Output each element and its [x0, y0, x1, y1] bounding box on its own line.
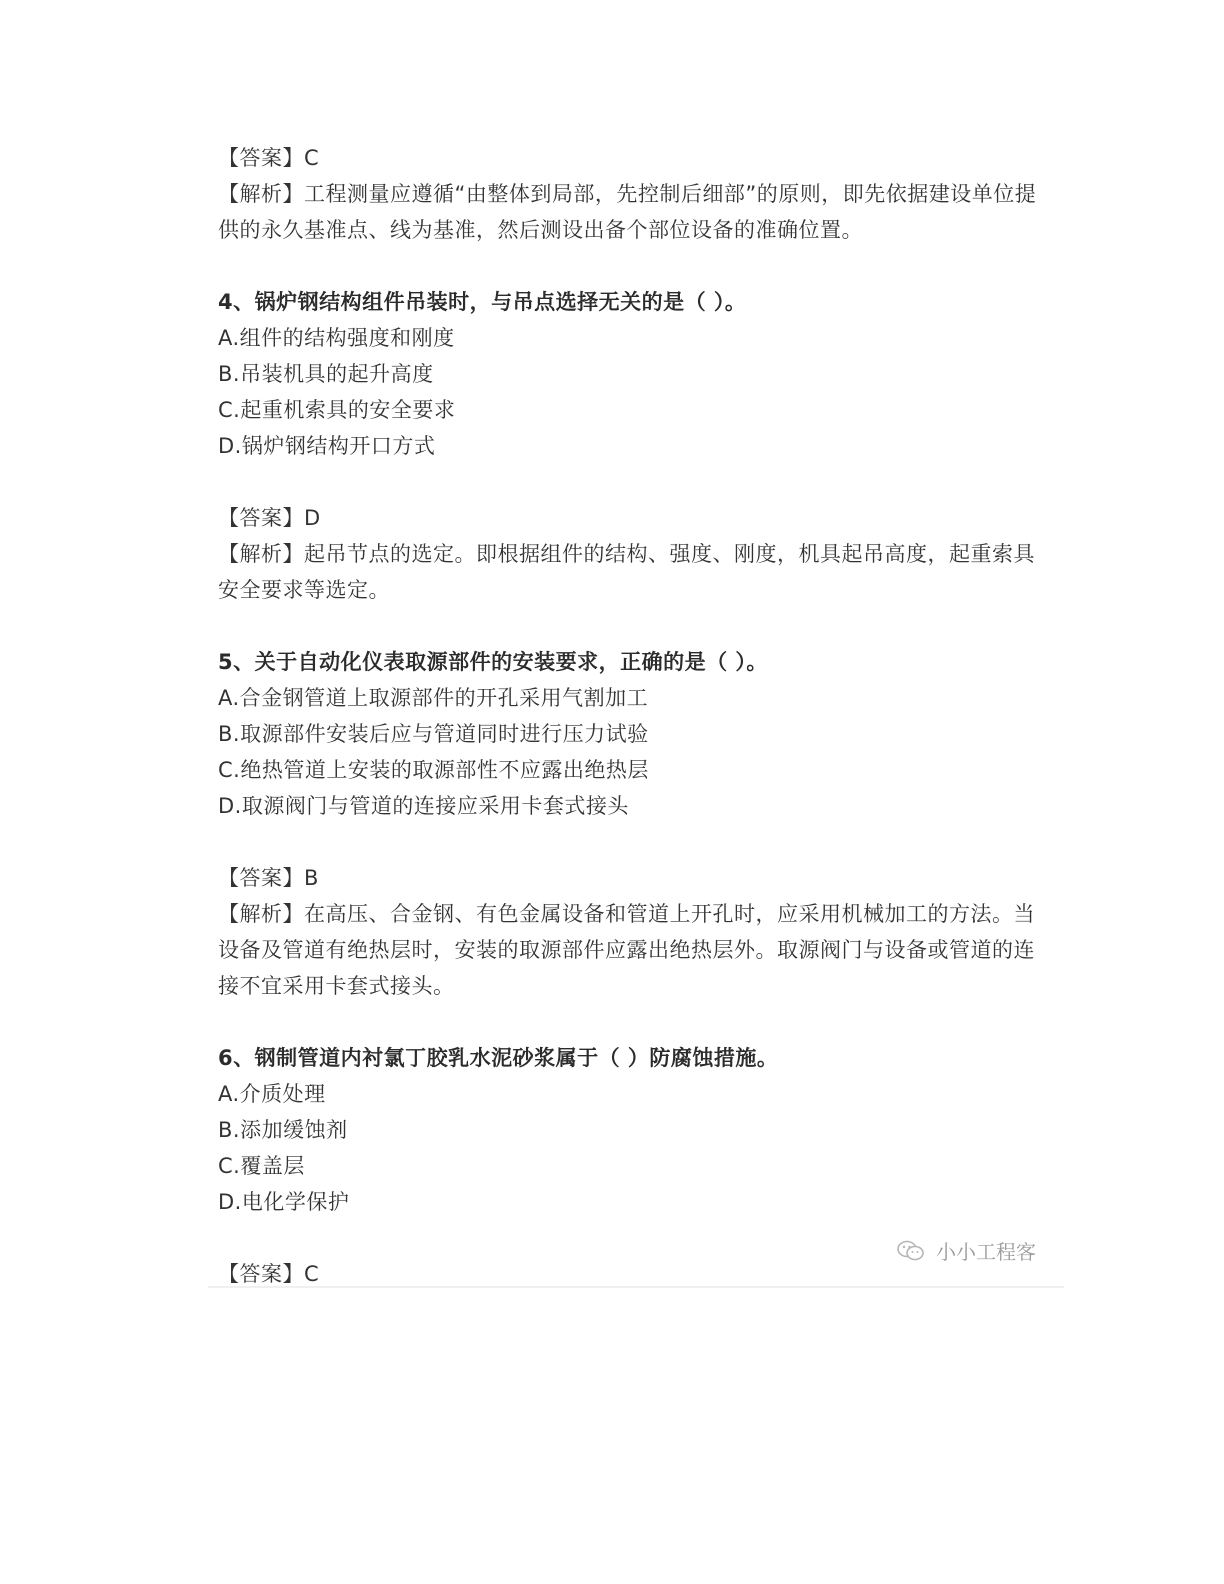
answer-line: 【答案】C [218, 1262, 320, 1286]
question-5: 5、关于自动化仪表取源部件的安装要求，正确的是（ ）。 [218, 650, 768, 674]
option-d: D.取源阀门与管道的连接应采用卡套式接头 [218, 794, 629, 818]
watermark [896, 1236, 1036, 1265]
question-6: 6、钢制管道内衬氯丁胶乳水泥砂浆属于（ ）防腐蚀措施。 [218, 1046, 779, 1070]
question-4: 4、锅炉钢结构组件吊装时，与吊点选择无关的是（ ）。 [218, 290, 747, 314]
option-d: D.锅炉钢结构开口方式 [218, 434, 436, 458]
analysis-text: 【解析】起吊节点的选定。即根据组件的结构、强度、刚度，机具起吊高度，起重索具安全要求等选定。 [218, 542, 1035, 602]
option-d: D.电化学保护 [218, 1190, 350, 1214]
option-b: B.添加缓蚀剂 [218, 1118, 348, 1142]
document-body [218, 140, 1062, 1292]
option-b: B.吊装机具的起升高度 [218, 362, 434, 386]
analysis-text: 【解析】在高压、合金钢、有色金属设备和管道上开孔时，应采用机械加工的方法。当设备及管道有绝热层时，安装的取源部件应露出绝热层外。取源阀门与设备或管道的连接不宜采用卡套式接头。 [218, 902, 1035, 998]
answer-line: 【答案】C [218, 146, 320, 170]
option-c: C.覆盖层 [218, 1154, 305, 1178]
divider [208, 1286, 1064, 1288]
option-a: A.介质处理 [218, 1082, 326, 1106]
watermark-text: 小小工程客 [936, 1240, 1036, 1264]
option-b: B.取源部件安装后应与管道同时进行压力试验 [218, 722, 649, 746]
option-a: A.合金钢管道上取源部件的开孔采用气割加工 [218, 686, 649, 710]
option-a: A.组件的结构强度和刚度 [218, 326, 455, 350]
option-c: C.绝热管道上安装的取源部性不应露出绝热层 [218, 758, 649, 782]
wechat-icon [896, 1239, 926, 1263]
answer-line: 【答案】B [218, 866, 319, 890]
analysis-text: 【解析】工程测量应遵循“由整体到局部，先控制后细部”的原则，即先依据建设单位提供的永久基准点、线为基准，然后测设出备个部位设备的准确位置。 [218, 182, 1037, 242]
option-c: C.起重机索具的安全要求 [218, 398, 456, 422]
answer-line: 【答案】D [218, 506, 321, 530]
